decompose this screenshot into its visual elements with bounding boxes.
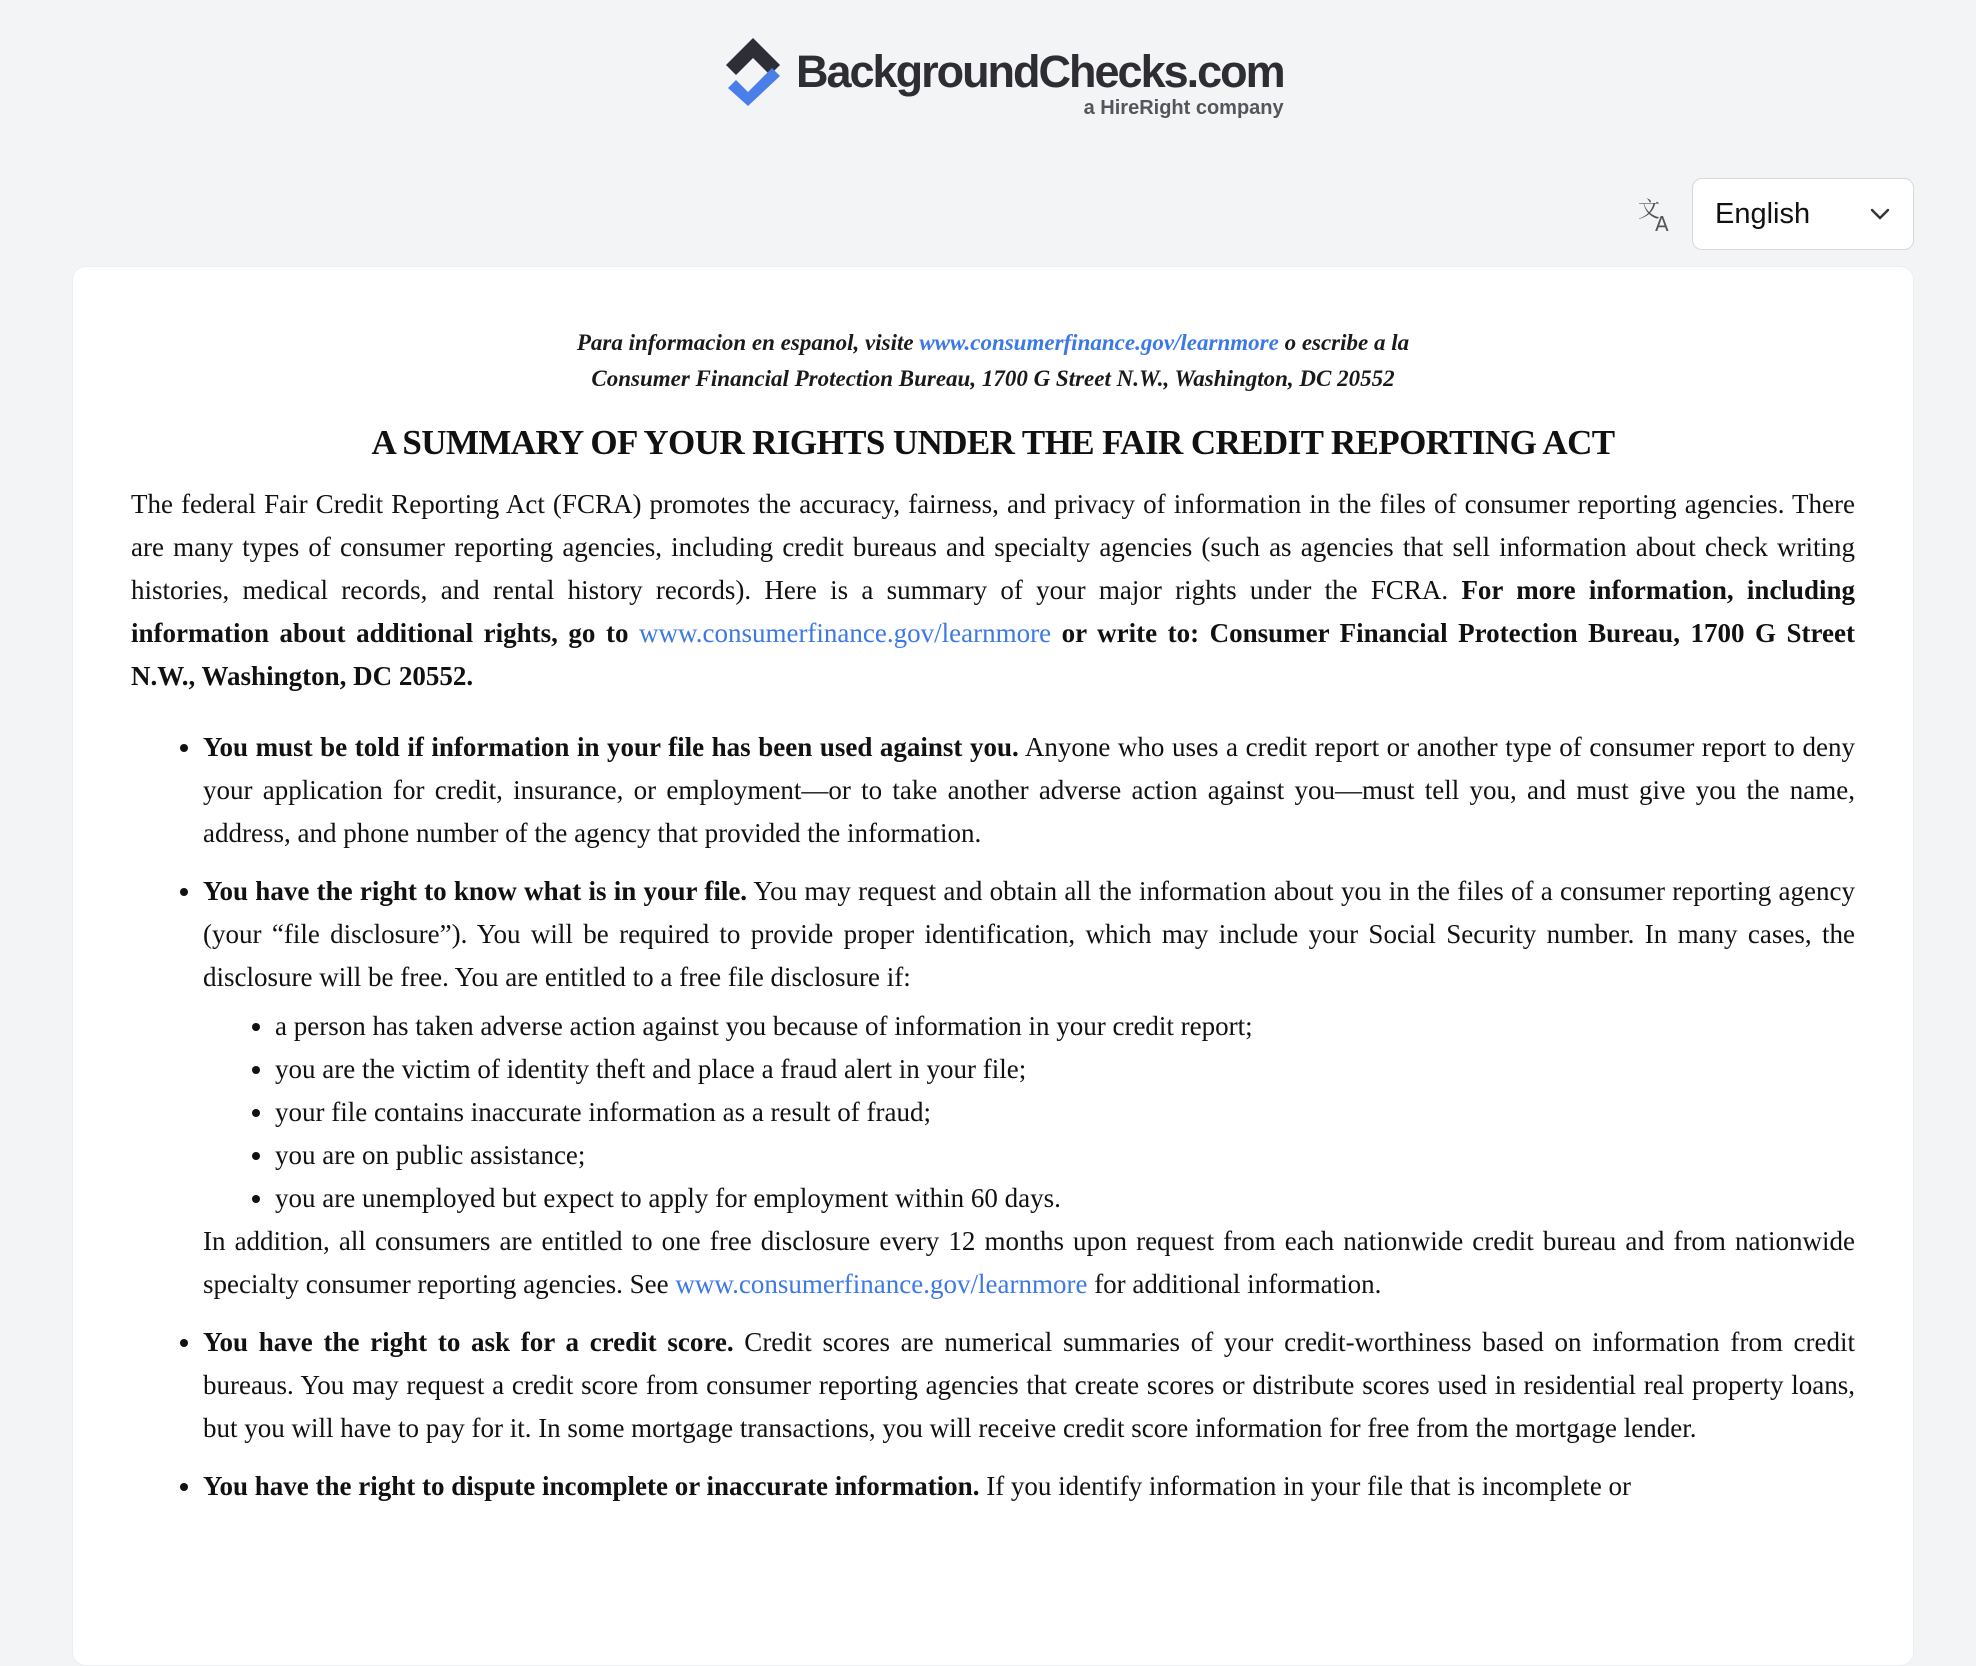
right-heading: You have the right to ask for a credit score. [203, 1327, 734, 1357]
free-disclosure-conditions [203, 1005, 1855, 1220]
rights-list [131, 726, 1855, 1508]
list-item: • You have the right to dispute incomplete or inaccurate information. If you identify information in your file that is incomplete or [203, 1465, 1855, 1508]
list-item: • your file contains inaccurate information as a result of fraud; [275, 1091, 1855, 1134]
chevron-down-icon [1869, 207, 1891, 221]
list-item: • You have the right to ask for a credit score. Credit scores are numerical summaries of your credit-worthiness based on information from credit bureaus. You may request a credit score from consumer reporting agencies that create scores or distribute scores used in residential real property loans, but you will have to pay for it. In some mortgage transactions, you will receive credit score information for free from the mortgage lender. [203, 1321, 1855, 1450]
language-selector-area [1638, 178, 1914, 250]
list-item: • a person has taken adverse action against you because of information in your credit report; [275, 1005, 1855, 1048]
list-item: • You must be told if information in your file has been used against you. Anyone who uses a credit report or another type of consumer report to deny your application for credit, insurance, or employment—or to take another adverse action against you—must tell you, and must give you the name, address, and phone number of the agency that provided the information. [203, 726, 1855, 855]
list-item: • you are the victim of identity theft and place a fraud alert in your file; [275, 1048, 1855, 1091]
summary-paragraph: The federal Fair Credit Reporting Act (FCRA) promotes the accuracy, fairness, and privacy of information in the files of consumer reporting agencies. There are many types of consumer reporting agencies, including credit bureaus and specialty agencies (such as agencies that sell information about check writing histories, medical records, and rental history records). Here is a summary of your major rights under the FCRA. For more information, including information about additional rights, go to www.consumerfinance.gov/learnmore or write to: Consumer Financial Protection Bureau, 1700 G Street N.W., Washington, DC 20552. [131, 489, 1855, 691]
list-item: • you are on public assistance; [275, 1134, 1855, 1177]
right-heading: You have the right to dispute incomplete or inaccurate information. [203, 1471, 980, 1501]
svg-text:文: 文 [1638, 198, 1661, 223]
list-item: • You have the right to know what is in your file. You may request and obtain all the information about you in the files of a consumer reporting agency (your “file disclosure”). You will be required to provide proper identification, which may include your Social Security number. In many cases, the disclosure will be free. You are entitled to a free file disclosure if: • a person has taken adverse action against you because of information in your credit report; • you are the victim of identity theft and place a fraud alert in your file; • your file contains inaccurate information as a result of fraud; • you are on public assistance; • you are unemployed but expect to apply for employment within 60 days. In addition, all consumers are entitled to one free disclosure every 12 months upon request from each nationwide credit bureau and from nationwide specialty consumer reporting agencies. See www.consumerfinance.gov/learnmore for additional information. [203, 870, 1855, 1306]
language-dropdown[interactable] [1692, 178, 1914, 250]
page-title: A SUMMARY OF YOUR RIGHTS UNDER THE FAIR CREDIT REPORTING ACT [371, 423, 1615, 462]
right-heading: You have the right to know what is in your file. [203, 876, 748, 906]
learnmore-link-intro[interactable]: www.consumerfinance.gov/learnmore [919, 330, 1279, 355]
logo-name: BackgroundChecks.com [796, 46, 1284, 97]
logo-mark-icon [720, 34, 786, 106]
additional-info: In addition, all consumers are entitled to one free disclosure every 12 months upon request from each nationwide credit bureau and from nationwide specialty consumer reporting agencies. See www.consumerfinance.gov/learnmore for additional information. [203, 1226, 1855, 1299]
translate-icon [1638, 195, 1676, 233]
learnmore-link-disclosure[interactable]: www.consumerfinance.gov/learnmore [675, 1269, 1088, 1299]
svg-text:A: A [1655, 212, 1669, 233]
language-selected-value: English [1715, 197, 1811, 230]
list-item: • you are unemployed but expect to apply for employment within 60 days. [275, 1177, 1855, 1220]
top-bar [0, 0, 1976, 170]
logo[interactable] [720, 34, 1284, 120]
right-heading: You must be told if information in your file has been used against you. [203, 732, 1019, 762]
document-card [72, 266, 1914, 1666]
spanish-info-notice: Para informacion en espanol, visite www.consumerfinance.gov/learnmore o escribe a la Consumer Financial Protection Bureau, 1700 G Street N.W., Washington, DC 20552 [576, 330, 1410, 391]
logo-subtitle: a HireRight company [1083, 97, 1284, 119]
learnmore-link-summary[interactable]: www.consumerfinance.gov/learnmore [638, 618, 1052, 648]
